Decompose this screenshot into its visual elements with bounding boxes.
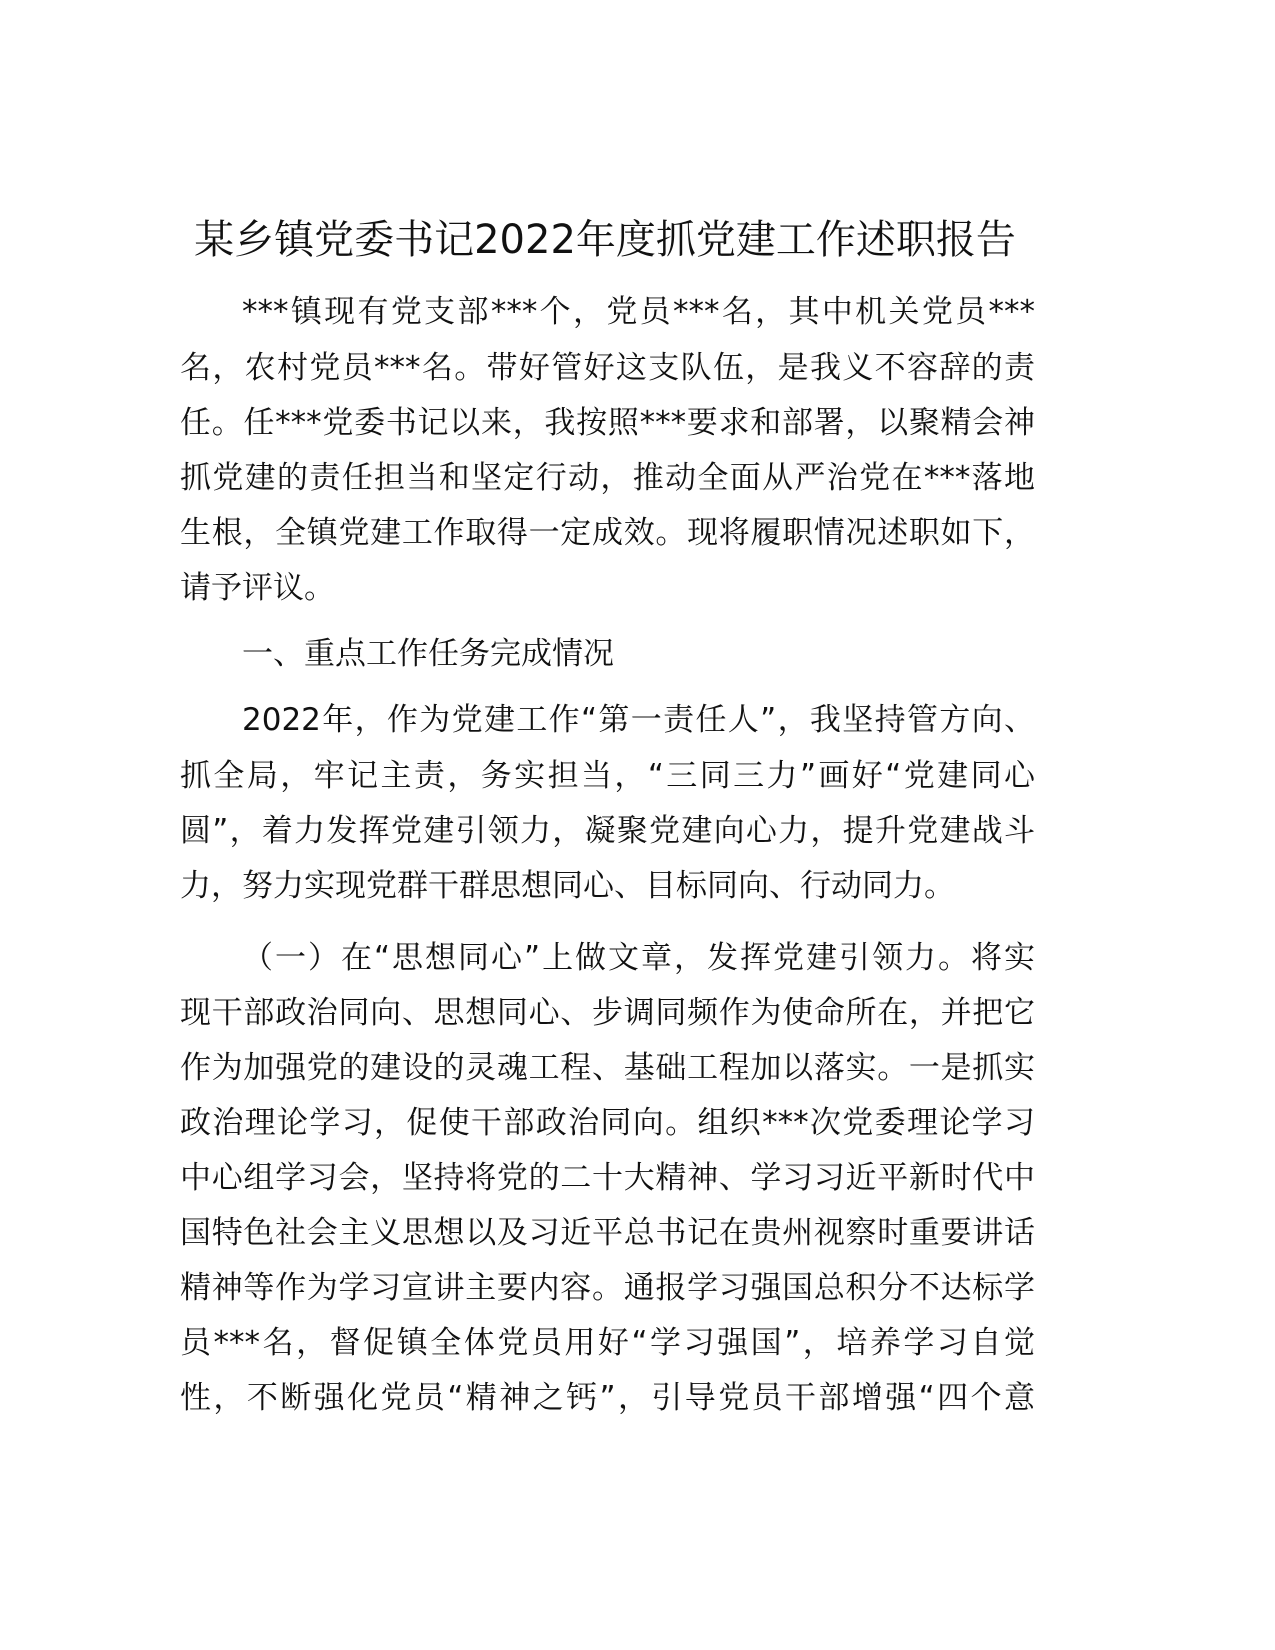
section-heading: 一、重点工作任务完成情况	[242, 636, 614, 672]
text-line: 抓全局，牢记主责，务实担当，“三同三力”画好“党建同心	[180, 758, 1035, 794]
text-line: 生根，全镇党建工作取得一定成效。现将履职情况述职如下，	[180, 515, 1035, 551]
text-line: 国特色社会主义思想以及习近平总书记在贵州视察时重要讲话	[180, 1215, 1035, 1251]
text-line: 请予评议。	[180, 570, 335, 606]
text-line: 政治理论学习，促使干部政治同向。组织***次党委理论学习	[180, 1105, 1035, 1141]
text-line: 任。任***党委书记以来，我按照***要求和部署，以聚精会神	[180, 405, 1035, 441]
document-title: 某乡镇党委书记2022年度抓党建工作述职报告	[194, 217, 1016, 263]
text-line: 现干部政治同向、思想同心、步调同频作为使命所在，并把它	[180, 995, 1035, 1031]
text-line: 作为加强党的建设的灵魂工程、基础工程加以落实。一是抓实	[180, 1050, 1035, 1086]
text-line: 精神等作为学习宣讲主要内容。通报学习强国总积分不达标学	[180, 1270, 1035, 1306]
text-line: （一）在“思想同心”上做文章，发挥党建引领力。将实	[242, 940, 1035, 976]
text-line: 2022年，作为党建工作“第一责任人”，我坚持管方向、	[242, 702, 1035, 738]
text-line: ***镇现有党支部***个，党员***名，其中机关党员***	[242, 294, 1035, 330]
text-line: 力，努力实现党群干群思想同心、目标同向、行动同力。	[180, 868, 955, 904]
text-line: 性，不断强化党员“精神之钙”，引导党员干部增强“四个意	[180, 1380, 1035, 1416]
text-line: 名，农村党员***名。带好管好这支队伍，是我义不容辞的责	[180, 350, 1035, 386]
text-line: 圆”，着力发挥党建引领力，凝聚党建向心力，提升党建战斗	[180, 813, 1035, 849]
text-line: 抓党建的责任担当和坚定行动，推动全面从严治党在***落地	[180, 460, 1035, 496]
text-line: 员***名，督促镇全体党员用好“学习强国”，培养学习自觉	[180, 1325, 1035, 1361]
text-line: 中心组学习会，坚持将党的二十大精神、学习习近平新时代中	[180, 1160, 1035, 1196]
